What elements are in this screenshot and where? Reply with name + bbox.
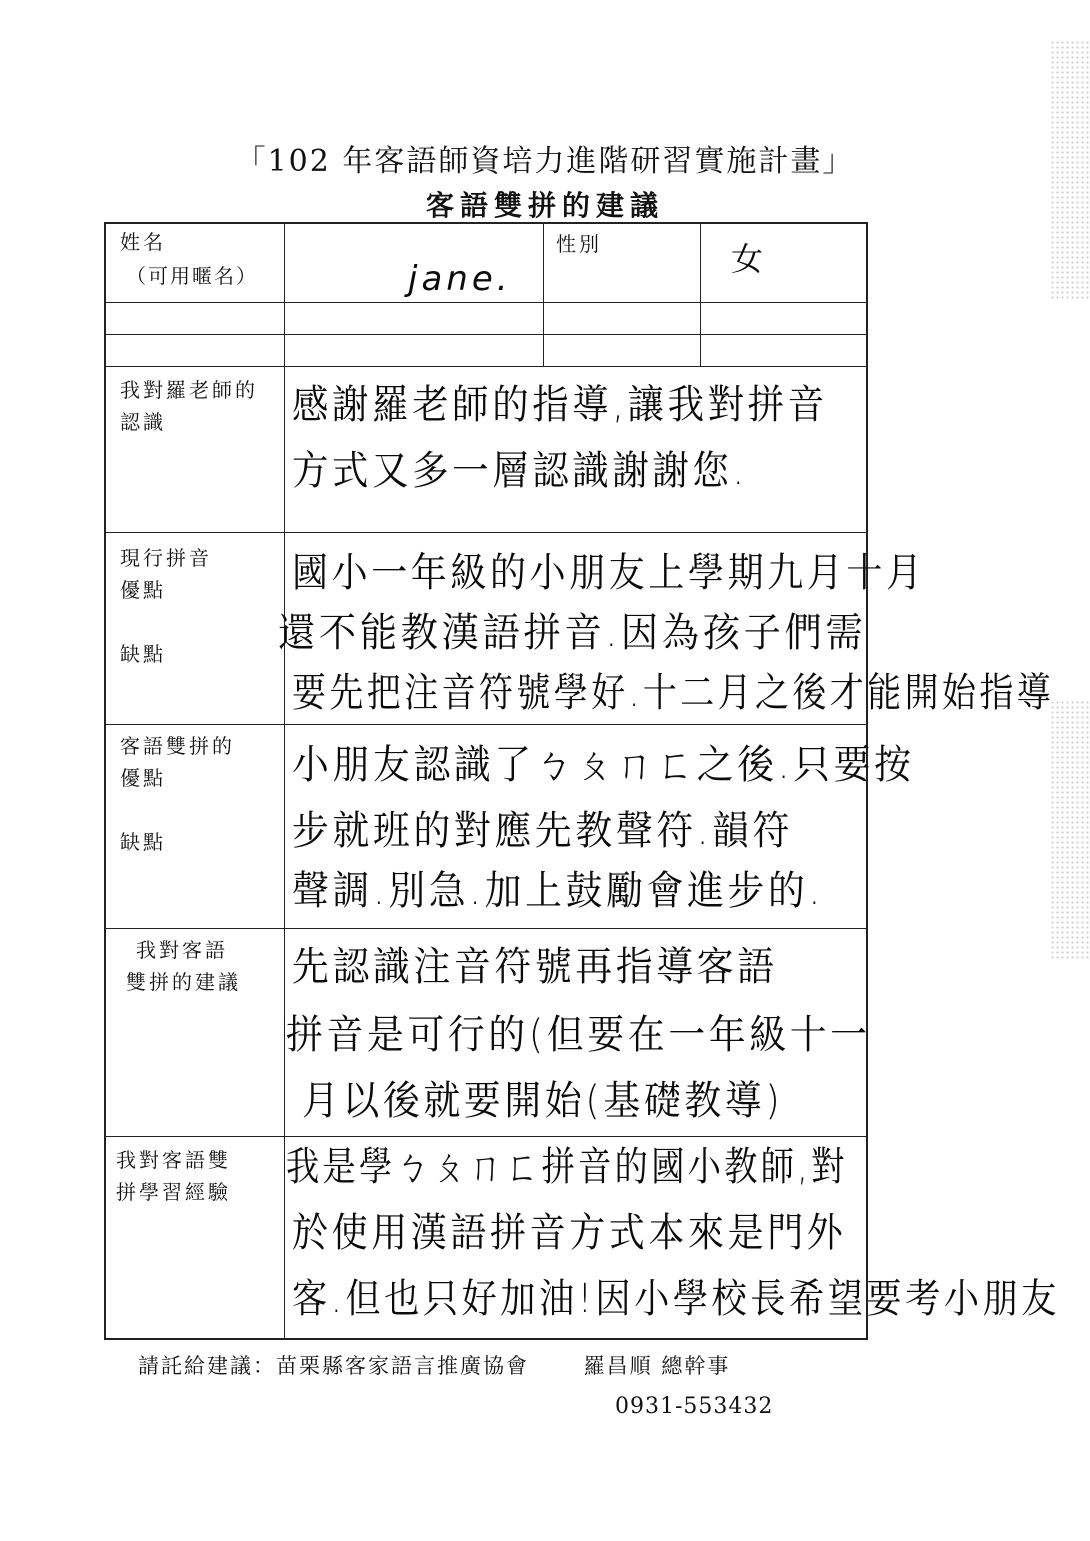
answer-line: 方式又多一層認識謝謝您. bbox=[292, 448, 748, 494]
answer-line: 要先把注音符號學好.十二月之後才能開始指導 bbox=[292, 670, 1055, 716]
document-title: 「102 年客語師資培力進階研習實施計畫」 bbox=[235, 144, 855, 179]
answer-line: 感謝羅老師的指導,讓我對拼音 bbox=[292, 382, 828, 428]
gender-value: 女 bbox=[731, 240, 768, 278]
answer-line: 於使用漢語拼音方式本來是門外 bbox=[292, 1210, 847, 1256]
answer-line: 月以後就要開始(基礎教導) bbox=[302, 1078, 784, 1124]
scan-noise bbox=[1050, 700, 1090, 960]
name-value: jane. bbox=[408, 259, 512, 299]
hakka-dual-pinyin-label: 客語雙拼的 優點 缺點 bbox=[120, 734, 235, 854]
answer-line: 我是學ㄅㄆㄇㄈ拼音的國小教師,對 bbox=[286, 1144, 848, 1190]
document-subtitle: 客語雙拼的建議 bbox=[425, 189, 664, 222]
answer-line: 小朋友認識了ㄅㄆㄇㄈ之後.只要按 bbox=[292, 742, 915, 788]
answer-line: 聲調.別急.加上鼓勵會進步的. bbox=[292, 868, 824, 914]
current-pinyin-label: 現行拼音 優點 缺點 bbox=[120, 546, 212, 666]
answer-line: 先認識注音符號再指導客語 bbox=[292, 944, 778, 990]
recognition-label: 我對羅老師的 認識 bbox=[120, 378, 258, 434]
answer-line: 國小一年級的小朋友上學期九月十月 bbox=[292, 550, 926, 596]
answer-line: 步就班的對應先教聲符.韻符 bbox=[292, 808, 794, 854]
answer-line: 還不能教漢語拼音.因為孩子們需 bbox=[278, 610, 867, 656]
name-label: 姓名 bbox=[120, 230, 166, 254]
experience-label: 我對客語雙 拼學習經驗 bbox=[116, 1148, 231, 1204]
answer-line: 拼音是可行的(但要在一年級十一 bbox=[286, 1012, 871, 1058]
contact-text: 羅昌順 總幹事 bbox=[583, 1354, 731, 1378]
name-label-note: （可用暱名） bbox=[126, 264, 258, 288]
phone-number: 0931-553432 bbox=[615, 1394, 774, 1419]
request-text: 請託給建議：苗栗縣客家語言推廣協會 bbox=[138, 1354, 529, 1378]
suggestion-form bbox=[104, 222, 1061, 1340]
footer-line bbox=[138, 1350, 730, 1380]
gender-label: 性別 bbox=[556, 232, 602, 256]
suggestion-label: 我對客語 雙拼的建議 bbox=[126, 938, 241, 994]
answer-line: 客.但也只好加油!因小學校長希望要考小朋友 bbox=[292, 1276, 1061, 1322]
